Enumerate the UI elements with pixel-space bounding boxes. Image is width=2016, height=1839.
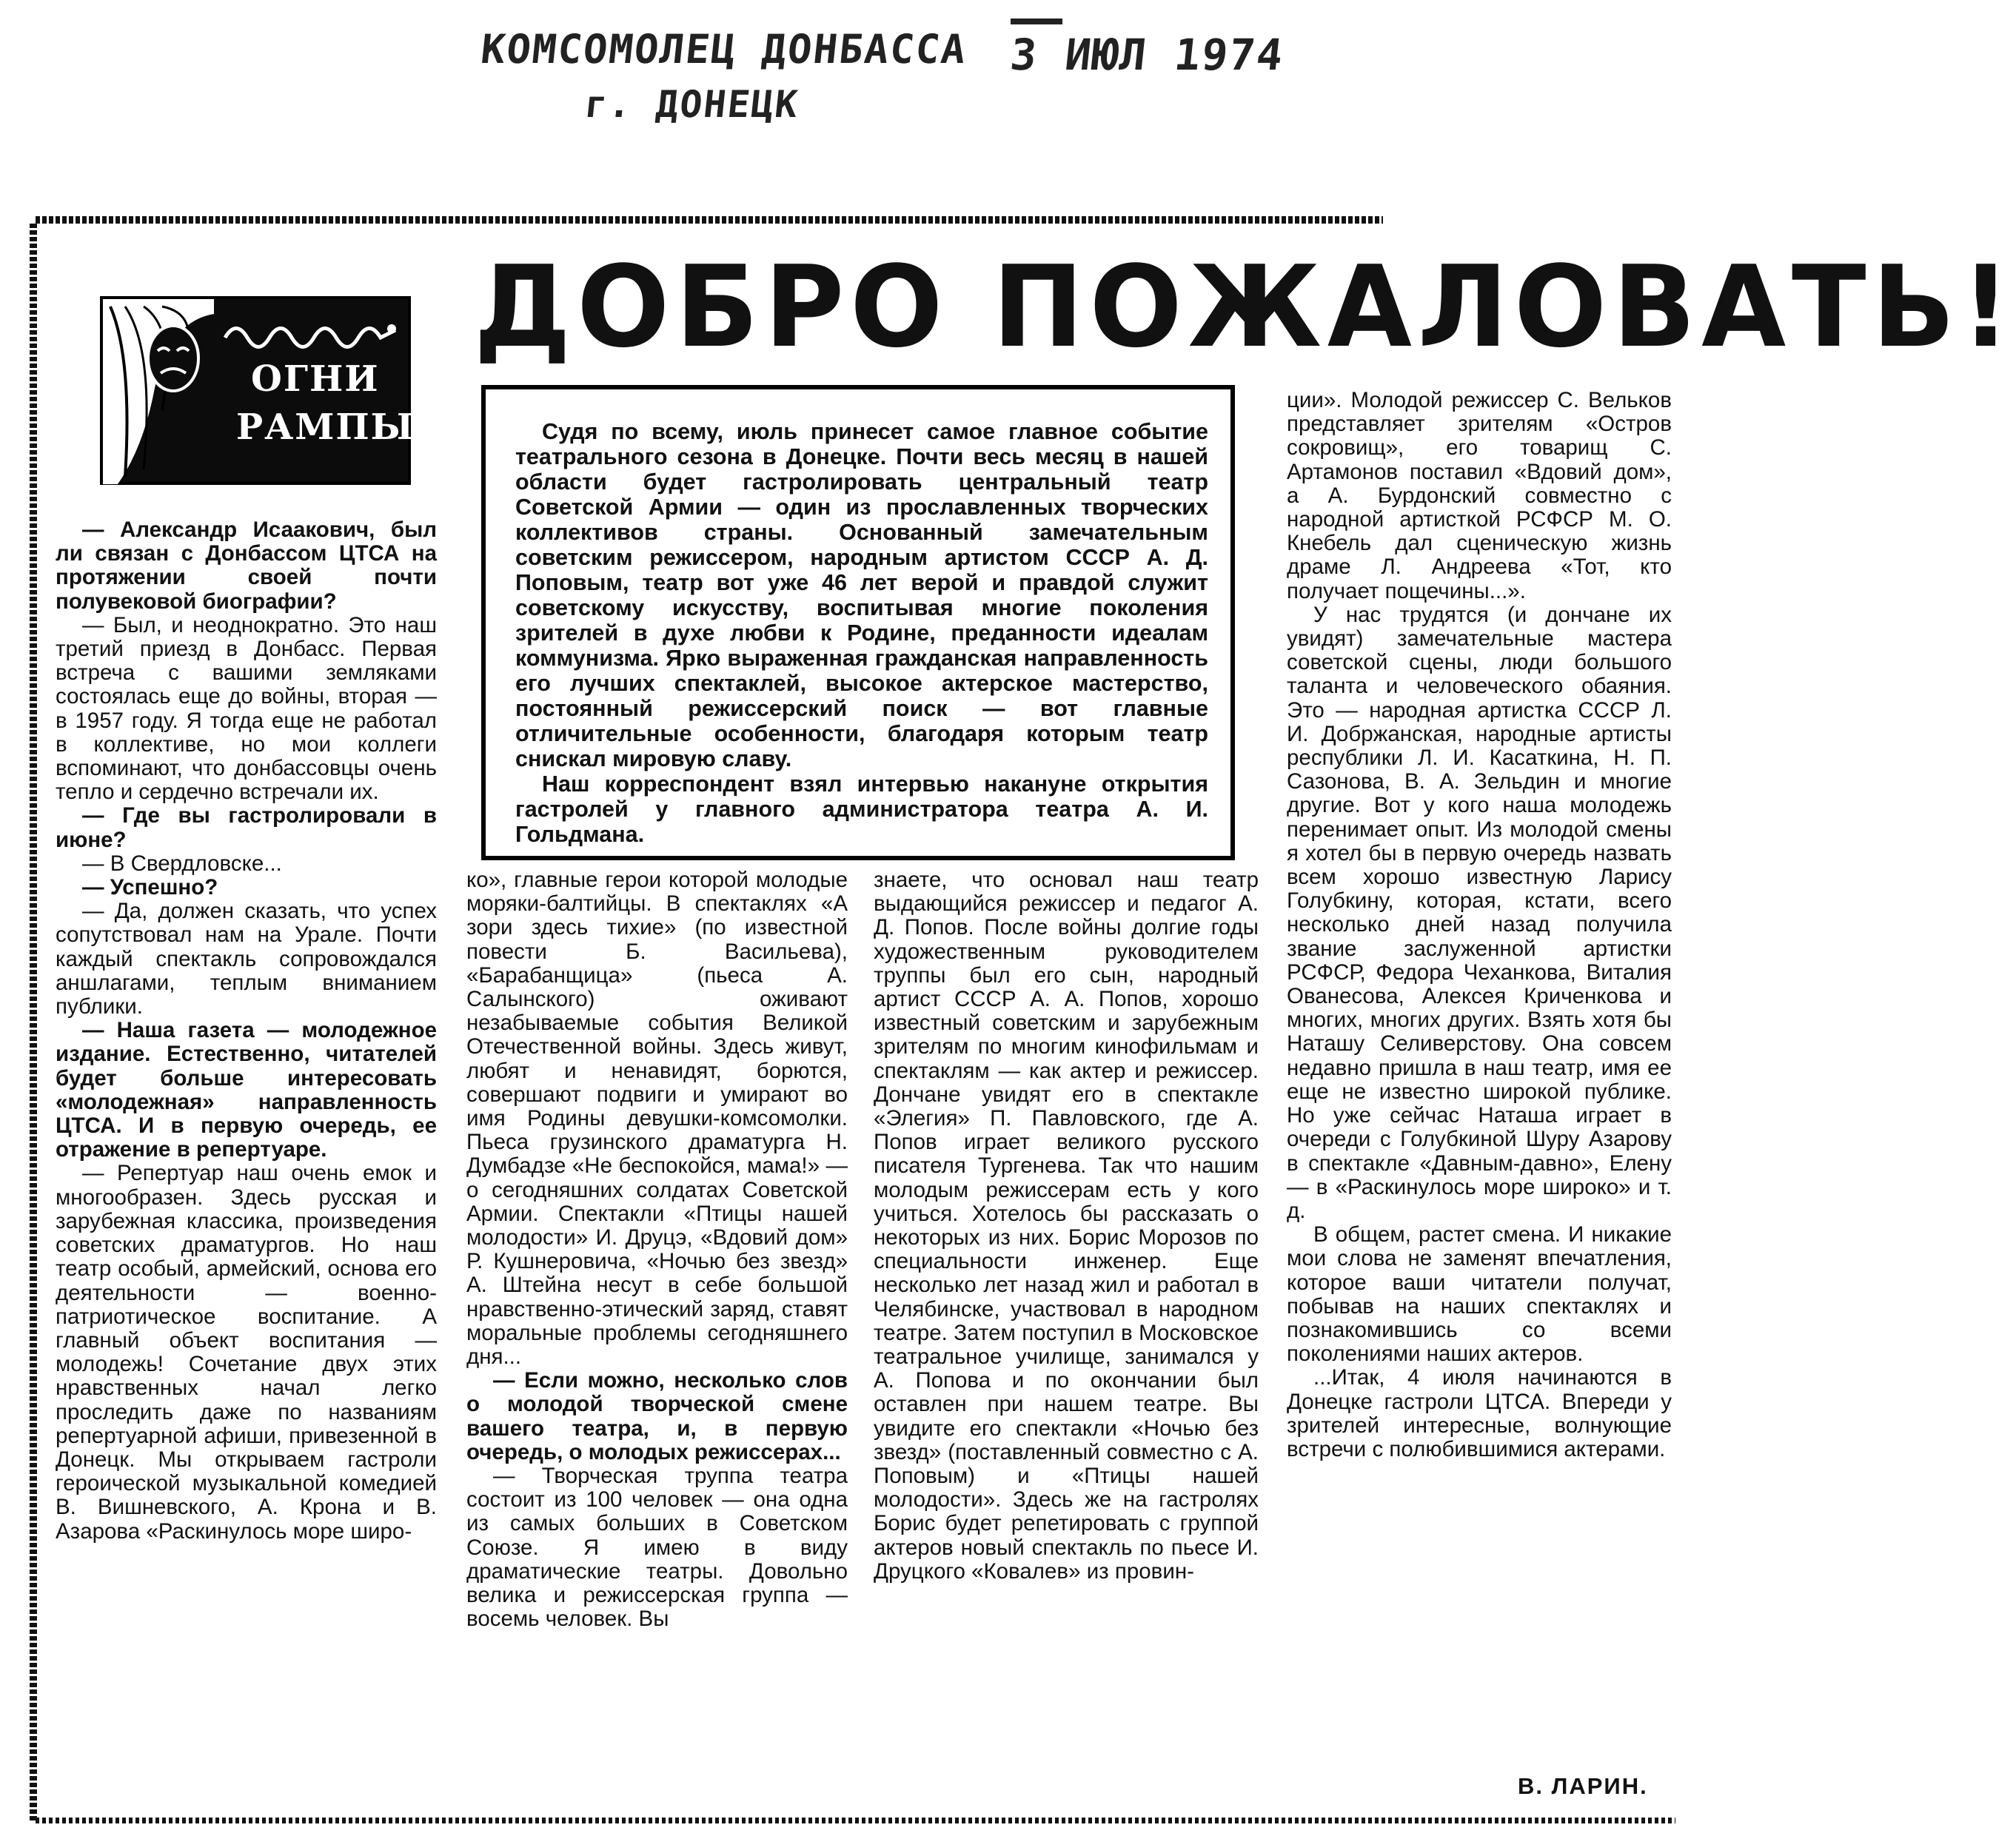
stamp-date: 3 ИЮЛ 1974 xyxy=(1008,30,1287,80)
theatre-mask-icon xyxy=(140,321,207,395)
interview-answer: В общем, растет смена. И никакие мои слова не заменят впечатления, которое ваши читатели получат, побывав на наших спектаклях и познакомившись со всеми поколениями наших актеров. xyxy=(1287,1222,1672,1367)
interview-question: — Александр Исаакович, был ли связан с Донбассом ЦТСА на протяжении своей почти полувековой биографии? xyxy=(56,517,437,614)
article-column-2 xyxy=(466,868,848,1632)
interview-answer: — Творческая труппа театра состоит из 100 человек — она одна из самых больших в Советском Союзе. Я имею в виду драматические театры. Довольно велика и режиссерская группа — восемь человек. Вы xyxy=(466,1464,848,1632)
stamp-newspaper-name: КОМСОМОЛЕЦ ДОНБАССА xyxy=(478,26,970,73)
clipping-border-top xyxy=(36,216,1383,224)
rubric-title-line2: РАМПЫ xyxy=(236,406,415,448)
interview-answer: знаете, что основал наш театр выдающийся режиссер и педагог А. Д. Попов. После войны долгие годы художественным руководителем труппы был его сын, народный артист СССР А. А. Попов, хорошо известный советским и зарубежным зрителям по многим кинофильмам и спектаклям — как актер и режиссер. Дончане увидят его в спектакле «Элегия» П. Павловского, где А. Попов играет великого русского писателя Тургенева. Так что нашим молодым режиссерам есть у кого учиться. Хотелось бы рассказать о некоторых из них. Борис Морозов по специальности инженер. Еще несколько лет назад жил и работал в Челябинске, участвовал в народном театре. Затем поступил в Московское театральное училище, занимался у А. Попова и по окончании был оставлен при нашем театре. Вы увидите его спектакли «Ночью без звезд» (поставленный совместно с А. Поповым) и «Птицы нашей молодости». Здесь же на гастролях Борис будет репетировать с группой актеров новый спектакль по пьесе И. Друцкого «Ковалев» из провин- xyxy=(874,868,1259,1584)
interview-answer: У нас трудятся (и дончане их увидят) замечательные мастера советской сцены, люди большого таланта и человеческого обаяния. Это — народная артистка СССР Л. И. Добржанская, народные артисты республики Л. И. Касаткина, Н. П. Сазонова, В. А. Зельдин и многие другие. Вот у кого наша молодежь перенимает опыт. Из молодой смены я хотел бы в первую очередь назвать всем хорошо известную Ларису Голубкину, которая, кстати, всего несколько дней назад получила звание заслуженной артистки РСФСР, Федора Чеханкова, Виталия Ованесова, Алексея Криченкова и многих, многих других. Взять хотя бы Наташу Селиверстову. Она совсем недавно пришла в наш театр, имя ее еще не известно широкой публике. Но уже сейчас Наташа играет в очереди с Голубкиной Шуру Азарову в спектакле «Давным-давно», Елену — в «Раскинулось море широко» и т. д. xyxy=(1287,602,1672,1223)
stamp-city: г. ДОНЕЦК xyxy=(582,83,801,126)
interview-answer: ции». Молодой режиссер С. Вельков представляет зрителям «Остров сокровищ», его товарищ С. Артамонов поставил «Вдовий дом», а А. Бурдонский совместно с народной артисткой РСФСР М. О. Кнебель дал сценическую жизнь драме Л. Андреева «Тот, кто получает пощечины...». xyxy=(1287,388,1672,603)
article-column-4 xyxy=(1287,389,1672,1461)
clipping-border-bottom xyxy=(36,1818,1675,1823)
clipping-border-left xyxy=(30,224,37,1821)
intro-box xyxy=(481,385,1235,860)
ornament-swirl-icon xyxy=(221,315,399,352)
rubric-logo xyxy=(100,296,415,485)
interview-answer: ...Итак, 4 июля начинаются в Донецке гастроли ЦТСА. Впереди у зрителей интересные, волнующие встречи с полюбившимися актерами. xyxy=(1287,1365,1672,1461)
interview-question: — Наша газета — молодежное издание. Естественно, читателей будет больше интересовать «молодежная» направленность ЦТСА. И в первую очередь, ее отражение в репертуаре. xyxy=(56,1018,437,1162)
interview-answer: — Репертуар наш очень емок и многообразен. Здесь русская и зарубежная классика, произведения советских драматургов. Но наш театр особый, армейский, основа его деятельности — военно-патриотическое воспитание. А главный объект воспитания — молодежь! Сочетание двух этих нравственных начал легко проследить даже по названиям репертуарной афиши, привезенной в Донецк. Мы открываем гастроли героической музыкальной комедией В. Вишневского, А. Крона и В. Азарова «Раскинулось море широ- xyxy=(56,1161,437,1544)
interview-answer: — Да, должен сказать, что успех сопутствовал нам на Урале. Почти каждый спектакль сопровождался аншлагами, теплым вниманием публики. xyxy=(56,899,437,1019)
interview-question: — Если можно, несколько слов о молодой творческой смене вашего театра, и, в первую очередь, о молодых режиссерах... xyxy=(466,1368,848,1464)
rubric-title-line1: ОГНИ xyxy=(251,358,380,400)
article-column-1 xyxy=(56,518,437,1544)
interview-answer: — Был, и неоднократно. Это наш третий приезд в Донбасс. Первая встреча с вашими земляками состоялась еще до войны, вторая — в 1957 году. Я тогда еще не работал в коллективе, но мои коллеги вспоминают, что донбассовцы очень тепло и сердечно встречали их. xyxy=(56,612,437,805)
interview-question: — Где вы гастролировали в июне? xyxy=(56,803,437,852)
intro-paragraph: Судя по всему, июль принесет самое главное событие театрального сезона в Донецке. Почти весь месяц в нашей области будет гастролировать центральный театр Советской Армии — один из прославленных творческих коллективов страны. Основанный замечательным советским режиссером, народным артистом СССР А. Д. Поповым, театр вот уже 46 лет верой и правдой служит советскому искусству, воспитывая многие поколения зрителей в духе любви к Родине, преданности идеалам коммунизма. Ярко выраженная гражданская направленность его лучших спектаклей, высокое актерское мастерство, постоянный режиссерский поиск — вот главные отличительные особенности, благодаря которым театр снискал мировую славу. xyxy=(515,419,1208,771)
interview-question: — Успешно? xyxy=(82,875,218,900)
article-column-3 xyxy=(874,868,1259,1584)
author-signature: В. ЛАРИН. xyxy=(1518,1773,1648,1799)
interview-answer: — В Свердловске... xyxy=(82,851,282,876)
interview-answer: ко», главные герои которой молодые моряки-балтийцы. В спектаклях «А зори здесь тихие» (по известной повести Б. Васильева), «Барабанщица» (пьеса А. Салынского) оживают незабываемые события Великой Отечественной войны. Здесь живут, любят и ненавидят, борются, совершают подвиги и умирают во имя Родины девушки-комсомолки. Пьеса грузинского драматурга Н. Думбадзе «Не беспокойся, мама!» — о сегодняшних солдатах Советской Армии. Спектакли «Птицы нашей молодости» И. Друцэ, «Вдовий дом» Р. Кушнеровича, «Ночью без звезд» А. Штейна несут в себе большой нравственно-этический заряд, ставят моральные проблемы сегодняшнего дня... xyxy=(466,868,848,1370)
intro-paragraph: Наш корреспондент взял интервью накануне открытия гастролей у главного администратора театра А. И. Гольдмана. xyxy=(515,771,1208,847)
headline: ДОБРО ПОЖАЛОВАТЬ! xyxy=(474,241,2016,372)
stamp-date-dash xyxy=(1011,19,1062,24)
